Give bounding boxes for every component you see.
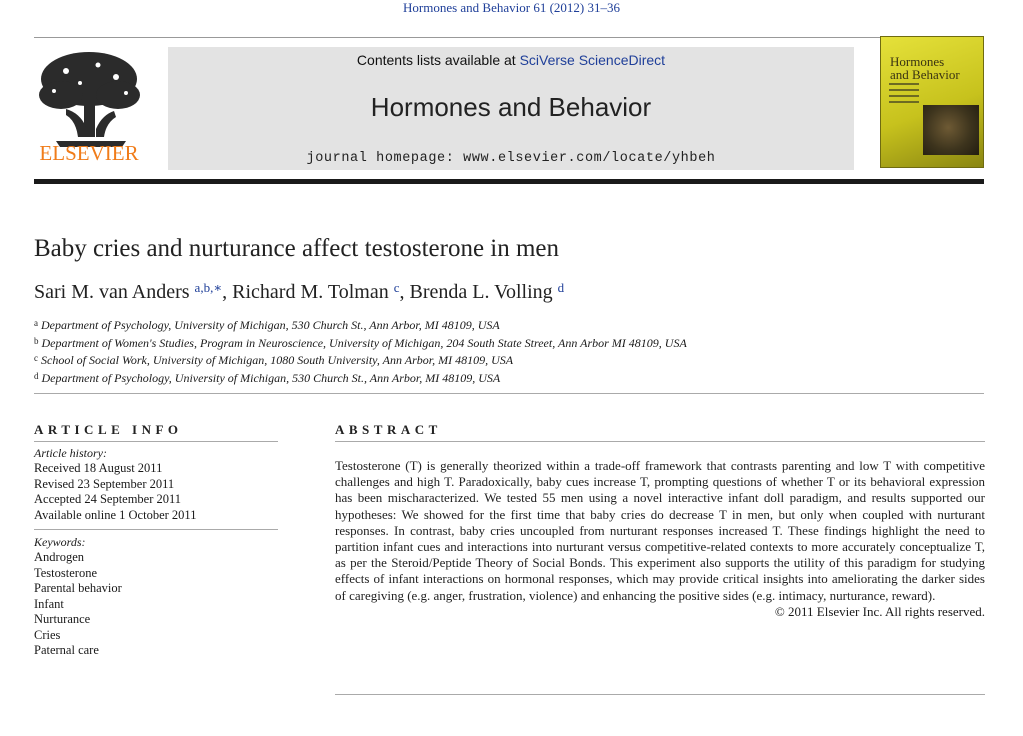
affiliation-item — [34, 334, 974, 352]
keywords-rule — [34, 529, 278, 530]
journal-masthead — [34, 43, 984, 170]
masthead-divider — [34, 179, 984, 184]
author-separator: , — [399, 281, 410, 303]
keyword-item: Cries — [34, 627, 61, 642]
abstract-bottom-rule — [335, 694, 985, 695]
affiliation-text: Department of Psychology, University of Michigan, 530 Church St., Ann Arbor, MI 48109, USA — [41, 370, 501, 385]
history-item: Revised 23 September 2011 — [34, 476, 175, 491]
section-divider — [34, 393, 984, 394]
keyword-item: Parental behavior — [34, 581, 122, 595]
cover-title-line1: Hormones — [890, 54, 945, 69]
affiliation-item — [34, 369, 974, 387]
author-affiliation-link[interactable]: d — [557, 280, 565, 295]
keywords-label: Keywords: — [34, 535, 86, 549]
cover-text-lines — [889, 83, 919, 107]
journal-title: Hormones and Behavior — [370, 92, 652, 122]
cover-title — [890, 55, 960, 81]
journal-banner — [168, 47, 854, 170]
keyword-list — [34, 550, 278, 659]
affiliation-label: d — [34, 370, 39, 381]
abstract-text: Testosterone (T) is generally theorized within a trade-off framework that contrasts parenting and low T with competitive challenges and high T. Paradoxically, baby cues increase T, prompting questions of whether T or its behavioral expression has been mischaracterized. We tested 55 men using a novel interactive infant doll paradigm, and results supported our hypotheses: We showed for the first time that baby cries do decrease T in men, but only when coupled with nurturant responses. In contrast, baby cries uncoupled from nurturant responses increased T. These findings highlight the need to partition infant cues and interactions into nurturant versus competitive-related contexts to more accurately conceptualize T, as per the Steroid/Peptide Theory of Social Bonds. This experiment also supports the utility of this paradigm for studying effects of infant interactions on hormonal responses, which may provide critical insights into ameliorating the darker sides of caregiving (e.g. anger, frustration, violence) and enhancing the positive sides (e.g. intimacy, nurturance, reward). — [335, 458, 985, 603]
contents-line — [168, 52, 854, 68]
author-name: Brenda L. Volling — [409, 281, 553, 303]
affiliation-item — [34, 316, 974, 334]
author-list — [34, 280, 564, 304]
affiliation-label: b — [34, 335, 39, 346]
copyright-notice: © 2011 Elsevier Inc. All rights reserved. — [774, 603, 985, 619]
keyword-item: Paternal care — [34, 643, 99, 657]
keyword-item: Androgen — [34, 550, 84, 564]
elsevier-wordmark: ELSEVIER — [39, 141, 139, 165]
article-history-label: Article history: — [34, 446, 107, 460]
history-item: Received 18 August 2011 — [34, 461, 163, 475]
affiliation-text: Department of Women's Studies, Program in Neuroscience, University of Michigan, 204 South State Street, Ann Arbor MI 48109, USA — [41, 335, 687, 350]
cover-title-line2: and Behavior — [890, 67, 960, 82]
affiliation-label: c — [34, 353, 38, 363]
top-divider — [34, 37, 984, 38]
affiliation-text: Department of Psychology, University of Michigan, 530 Church St., Ann Arbor, MI 48109, USA — [41, 318, 500, 332]
elsevier-tree-icon — [36, 49, 142, 147]
journal-cover-image[interactable] — [880, 36, 984, 168]
keyword-item: Infant — [34, 596, 64, 611]
contents-prefix: Contents lists available at — [356, 52, 520, 68]
history-item: Accepted 24 September 2011 — [34, 492, 182, 506]
sciencedirect-link[interactable]: SciVerse ScienceDirect — [519, 52, 666, 68]
author-affiliation-link[interactable]: a,b,∗ — [194, 280, 223, 295]
abstract-heading: ABSTRACT — [335, 422, 442, 437]
author-separator: , — [222, 281, 233, 303]
article-info — [34, 441, 278, 659]
affiliation-label: a — [34, 318, 38, 328]
history-item: Available online 1 October 2011 — [34, 507, 197, 522]
keyword-item: Nurturance — [34, 612, 91, 626]
elsevier-logo[interactable] — [34, 43, 144, 170]
cover-photo — [923, 105, 979, 155]
abstract-rule — [335, 441, 985, 442]
article-info-heading: ARTICLE INFO — [34, 422, 183, 437]
journal-homepage[interactable]: journal homepage: www.elsevier.com/locate/yhbeh — [306, 151, 716, 166]
keyword-item: Testosterone — [34, 565, 97, 580]
affiliations — [34, 316, 974, 386]
author-name: Sari M. van Anders — [34, 281, 190, 303]
article-title: Baby cries and nurturance affect testosterone in men — [34, 235, 560, 262]
article-info-rule — [34, 441, 278, 442]
author-name: Richard M. Tolman — [232, 281, 389, 303]
affiliation-text: School of Social Work, University of Michigan, 1080 South University, Ann Arbor, MI 48109, USA — [41, 353, 514, 367]
author-affiliation-link[interactable]: c — [393, 280, 400, 295]
running-head[interactable]: Hormones and Behavior 61 (2012) 31–36 — [403, 0, 620, 15]
abstract-section — [335, 441, 985, 620]
article-history — [34, 461, 278, 523]
affiliation-item — [34, 351, 974, 369]
